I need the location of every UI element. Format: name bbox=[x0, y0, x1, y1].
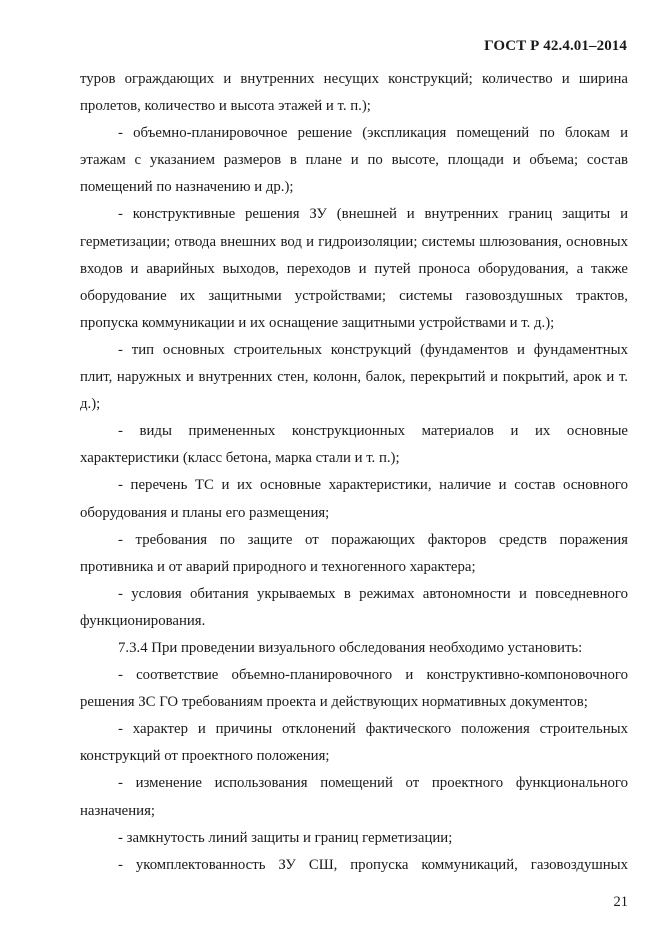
page-number: 21 bbox=[613, 894, 628, 910]
paragraph-continuation: туров ограждающих и внутренних несущих конструкций; количество и ширина пролетов, количество и высота этажей и т. п.); bbox=[80, 71, 628, 115]
list-item-materials: - виды примененных конструкционных материалов и их основные характеристики (класс бетона, марка стали и т. п.); bbox=[80, 423, 628, 467]
clause-7-3-4: 7.3.4 При проведении визуального обследования необходимо установить: bbox=[118, 639, 583, 656]
list-item-technical-systems: - перечень ТС и их основные характеристики, наличие и состав основного оборудования и планы его размещения; bbox=[80, 477, 628, 521]
list-item-protection-lines: - замкнутость линий защиты и границ герметизации; bbox=[118, 829, 453, 846]
list-item-protection-requirements: - требования по защите от поражающих факторов средств поражения противника и от аварий природного и техногенного характера; bbox=[80, 531, 628, 575]
list-item-habitation-conditions: - условия обитания укрываемых в режимах автономности и повседневного функционирования. bbox=[80, 585, 628, 629]
list-item-equipment-completeness: - укомплектованность ЗУ СШ, пропуска коммуникаций, газовоздушных bbox=[118, 856, 628, 873]
list-item-compliance: - соответствие объемно-планировочного и конструктивно-компоновочного решения ЗС ГО требованиям проекта и действующих нормативных документов; bbox=[80, 667, 628, 711]
list-item-space-planning: - объемно-планировочное решение (экспликация помещений по блокам и этажам с указанием размеров в плане и по высоте, площади и объема; состав помещений по назначению и др.); bbox=[80, 125, 628, 196]
body-text bbox=[80, 66, 628, 879]
standard-header: ГОСТ Р 42.4.01–2014 bbox=[484, 38, 627, 54]
list-item-deviations: - характер и причины отклонений фактического положения строительных конструкций от проектного положения; bbox=[80, 721, 628, 765]
list-item-structural-solutions: - конструктивные решения ЗУ (внешней и внутренних границ защиты и герметизации; отвода внешних вод и гидроизоляции; системы шлюзования, основных входов и аварийных выходов, переходов и путей проноса оборудования, а также оборудование их защитными устройствами; системы газовоздушных трактов, пропуска коммуникации и их оснащение защитными устройствами и т. д.); bbox=[80, 206, 628, 331]
list-item-usage-change: - изменение использования помещений от проектного функционального назначения; bbox=[80, 775, 628, 819]
list-item-building-structures: - тип основных строительных конструкций (фундаментов и фундаментных плит, наружных и внутренних стен, колонн, балок, перекрытий и покрытий, арок и т. д.); bbox=[80, 341, 628, 413]
